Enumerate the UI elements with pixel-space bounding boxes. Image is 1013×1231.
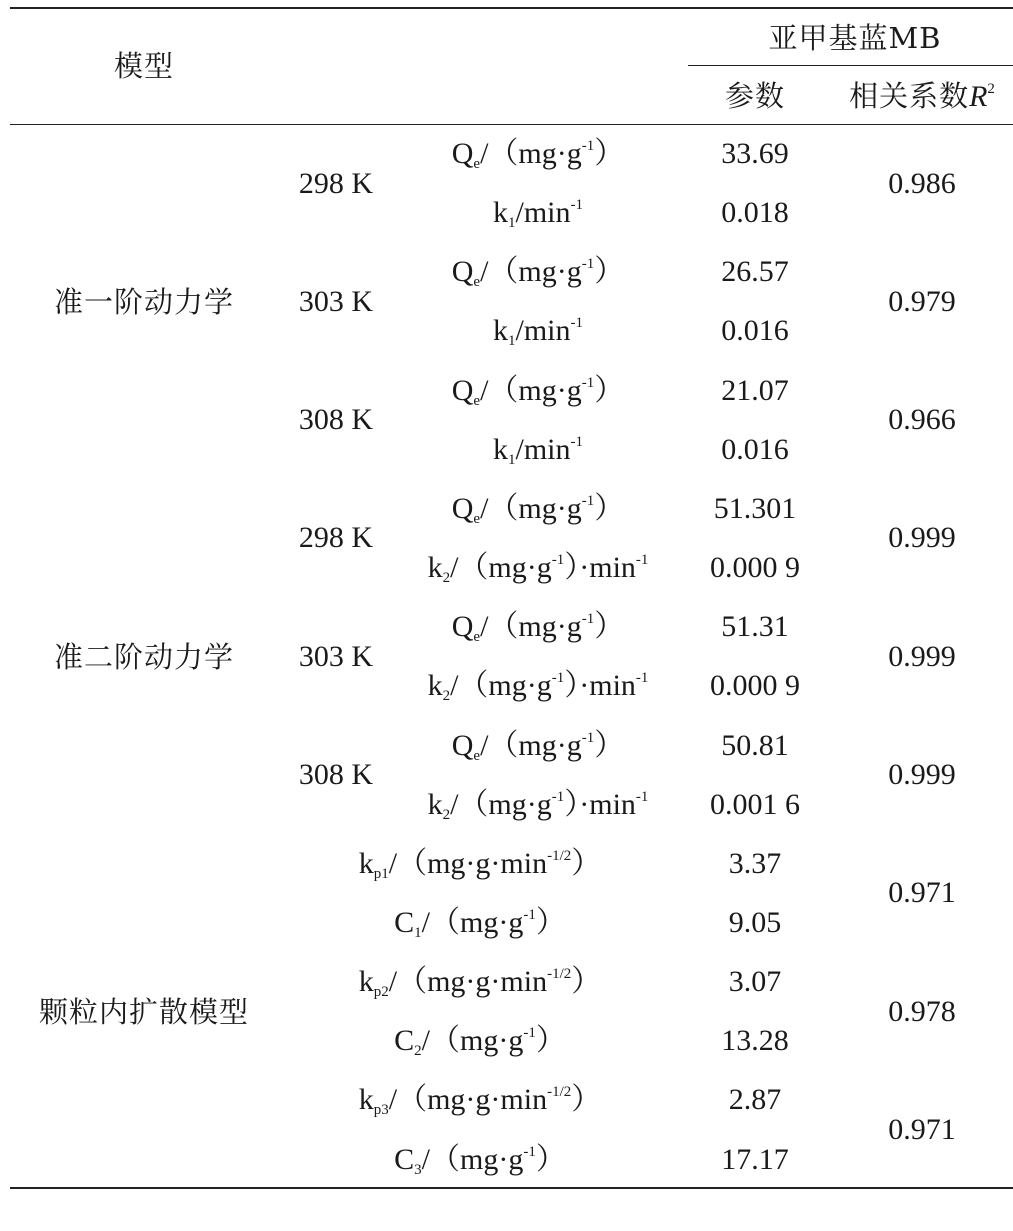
param-label <box>428 787 649 823</box>
param-unit-tail: ） <box>571 965 602 999</box>
param-superscript: -1 <box>570 433 584 450</box>
param-superscript: -1 <box>551 552 565 569</box>
param-subscript: 2 <box>442 806 451 823</box>
param-label <box>359 846 602 882</box>
param-unit: /（mg·g <box>480 610 582 644</box>
param-label <box>452 728 625 764</box>
param-subscript: e <box>473 274 481 291</box>
r2-value: 0.999 <box>888 639 956 673</box>
param-value: 0.000 9 <box>710 551 800 585</box>
param-label <box>394 1023 566 1059</box>
param-value: 51.31 <box>721 610 789 644</box>
param-unit: /（mg·g <box>480 255 582 289</box>
param-subscript: e <box>473 156 481 172</box>
r2-value: 0.966 <box>888 403 956 437</box>
param-value: 0.016 <box>721 314 789 348</box>
param-unit-tail: ）·min <box>564 669 636 703</box>
bottom-rule <box>10 1187 1013 1189</box>
param-symbol: k <box>492 196 508 230</box>
header-corr-symbol: R <box>969 80 988 113</box>
param-unit: /（mg·g·min <box>388 1083 548 1117</box>
param-symbol: Q <box>451 491 474 525</box>
param-label <box>359 1082 602 1118</box>
param-subscript: p1 <box>373 865 389 882</box>
param-unit-tail: ） <box>594 728 625 762</box>
param-unit: /min <box>515 314 571 348</box>
param-value: 33.69 <box>721 137 789 170</box>
param-subscript: 3 <box>414 1161 422 1178</box>
param-superscript: -1 <box>635 552 649 569</box>
param-label <box>452 136 625 172</box>
param-subscript: 2 <box>414 1043 422 1060</box>
param-symbol: k <box>358 965 374 999</box>
param-value: 3.07 <box>728 965 782 999</box>
param-superscript: -1 <box>581 611 595 628</box>
param-superscript: -1 <box>551 670 565 687</box>
param-unit: /（mg·g <box>421 1142 524 1176</box>
temperature-label: 298 K <box>298 166 374 200</box>
model-name: 准二阶动力学 <box>53 639 235 674</box>
param-value: 50.81 <box>721 728 789 762</box>
model-name: 准一阶动力学 <box>53 284 235 319</box>
param-label <box>493 313 583 349</box>
param-symbol: k <box>358 1083 374 1117</box>
param-value: 0.001 6 <box>710 787 800 821</box>
param-superscript: -1 <box>570 315 584 332</box>
param-superscript: -1 <box>581 492 595 509</box>
param-value: 9.05 <box>728 905 782 939</box>
top-rule <box>10 7 1013 9</box>
temperature-label: 308 K <box>298 403 374 437</box>
param-superscript: -1 <box>635 788 649 805</box>
temperature-label: 308 K <box>298 758 374 792</box>
param-subscript: 1 <box>507 333 516 350</box>
param-label <box>452 609 625 645</box>
model-name: 颗粒内扩散模型 <box>38 994 250 1029</box>
r2-value: 0.978 <box>888 994 956 1028</box>
param-subscript: e <box>473 747 481 764</box>
param-symbol: k <box>492 432 508 466</box>
param-subscript: p3 <box>373 1102 389 1119</box>
param-symbol: k <box>492 314 508 348</box>
param-symbol: k <box>427 787 443 821</box>
param-superscript: -1 <box>551 788 565 805</box>
param-subscript: e <box>473 510 481 527</box>
param-superscript: -1 <box>581 256 595 273</box>
param-unit-tail: ） <box>535 1142 566 1176</box>
param-value: 13.28 <box>721 1024 789 1058</box>
param-unit: /（mg·g <box>421 1024 524 1058</box>
param-superscript: -1/2 <box>547 1084 572 1101</box>
param-unit: /（mg·g <box>421 905 524 939</box>
param-superscript: -1 <box>581 138 595 154</box>
r2-value: 0.999 <box>888 758 956 792</box>
param-subscript: e <box>473 392 481 409</box>
param-symbol: Q <box>451 137 474 170</box>
param-value: 2.87 <box>728 1083 782 1117</box>
param-value: 0.000 9 <box>710 669 800 703</box>
param-value: 0.016 <box>721 432 789 466</box>
param-unit: /（mg·g·min <box>388 965 548 999</box>
temperature-label: 303 K <box>298 284 374 318</box>
param-symbol: C <box>394 905 415 939</box>
param-unit-tail: ） <box>571 1083 602 1117</box>
param-value: 0.018 <box>721 196 789 230</box>
header-dye-label: 亚甲基蓝MB <box>768 21 942 55</box>
param-unit-tail: ） <box>594 491 625 525</box>
param-unit: /（mg·g <box>480 373 582 407</box>
param-superscript: -1 <box>635 670 649 687</box>
param-unit: /（mg·g <box>450 669 552 703</box>
temperature-label: 303 K <box>298 639 374 673</box>
header-corr <box>849 78 995 115</box>
param-subscript: 2 <box>442 570 451 587</box>
param-value: 51.301 <box>713 491 797 525</box>
param-superscript: -1 <box>523 906 536 923</box>
param-superscript: -1 <box>570 197 584 214</box>
param-symbol: Q <box>451 610 474 644</box>
dye-underline <box>688 65 1013 66</box>
param-unit: /（mg·g <box>480 137 582 170</box>
param-subscript: p2 <box>373 984 389 1001</box>
param-unit-tail: ） <box>535 1024 566 1058</box>
header-dye <box>768 20 941 57</box>
param-label <box>452 491 625 527</box>
param-unit-tail: ） <box>594 137 625 170</box>
param-subscript: e <box>473 629 481 646</box>
param-unit: /（mg·g <box>480 728 582 762</box>
param-symbol: C <box>394 1024 415 1058</box>
param-label <box>428 668 649 704</box>
param-unit: /（mg·g <box>450 787 552 821</box>
param-unit-tail: ） <box>535 905 566 939</box>
param-unit: /（mg·g <box>480 491 582 525</box>
param-unit-tail: ） <box>594 610 625 644</box>
param-superscript: -1/2 <box>547 847 572 864</box>
param-symbol: k <box>427 551 443 585</box>
param-superscript: -1 <box>523 1143 536 1160</box>
param-unit: /（mg·g·min <box>388 846 548 880</box>
param-symbol: Q <box>451 255 474 289</box>
param-label <box>394 905 566 941</box>
param-label <box>493 195 583 231</box>
param-subscript: 2 <box>442 688 451 705</box>
header-corr-exp: 2 <box>987 81 995 97</box>
r2-value: 0.979 <box>888 284 956 318</box>
temperature-label: 298 K <box>298 521 374 555</box>
param-label <box>359 964 602 1000</box>
param-unit-tail: ）·min <box>564 787 636 821</box>
header-corr-label: 相关系数 <box>849 79 970 113</box>
param-value: 21.07 <box>721 373 789 407</box>
param-superscript: -1 <box>581 729 595 746</box>
param-label <box>493 432 583 468</box>
param-label <box>452 373 625 409</box>
param-subscript: 1 <box>414 924 422 941</box>
param-unit-tail: ） <box>571 846 602 880</box>
param-symbol: k <box>427 669 443 703</box>
param-subscript: 1 <box>507 451 516 468</box>
param-symbol: Q <box>451 373 474 407</box>
param-unit-tail: ） <box>594 255 625 289</box>
param-unit: /min <box>515 432 571 466</box>
param-symbol: Q <box>451 728 474 762</box>
param-value: 17.17 <box>721 1142 789 1176</box>
param-subscript: 1 <box>507 215 516 232</box>
param-unit-tail: ） <box>594 373 625 407</box>
param-superscript: -1/2 <box>547 966 572 983</box>
header-rule <box>10 124 1013 125</box>
param-label <box>428 550 649 586</box>
param-superscript: -1 <box>523 1025 536 1042</box>
r2-value: 0.999 <box>888 521 956 555</box>
param-symbol: C <box>394 1142 415 1176</box>
header-param: 参数 <box>724 79 786 113</box>
param-symbol: k <box>358 846 374 880</box>
param-unit: /（mg·g <box>450 551 552 585</box>
param-label <box>394 1142 566 1178</box>
param-value: 3.37 <box>728 846 782 880</box>
param-superscript: -1 <box>581 374 595 391</box>
r2-value: 0.971 <box>888 1112 956 1146</box>
param-label <box>452 254 625 290</box>
param-value: 26.57 <box>721 255 789 289</box>
param-unit-tail: ）·min <box>564 551 636 585</box>
r2-value: 0.971 <box>888 876 956 910</box>
r2-value: 0.986 <box>888 166 956 200</box>
header-model: 模型 <box>113 49 175 83</box>
param-unit: /min <box>515 196 571 230</box>
